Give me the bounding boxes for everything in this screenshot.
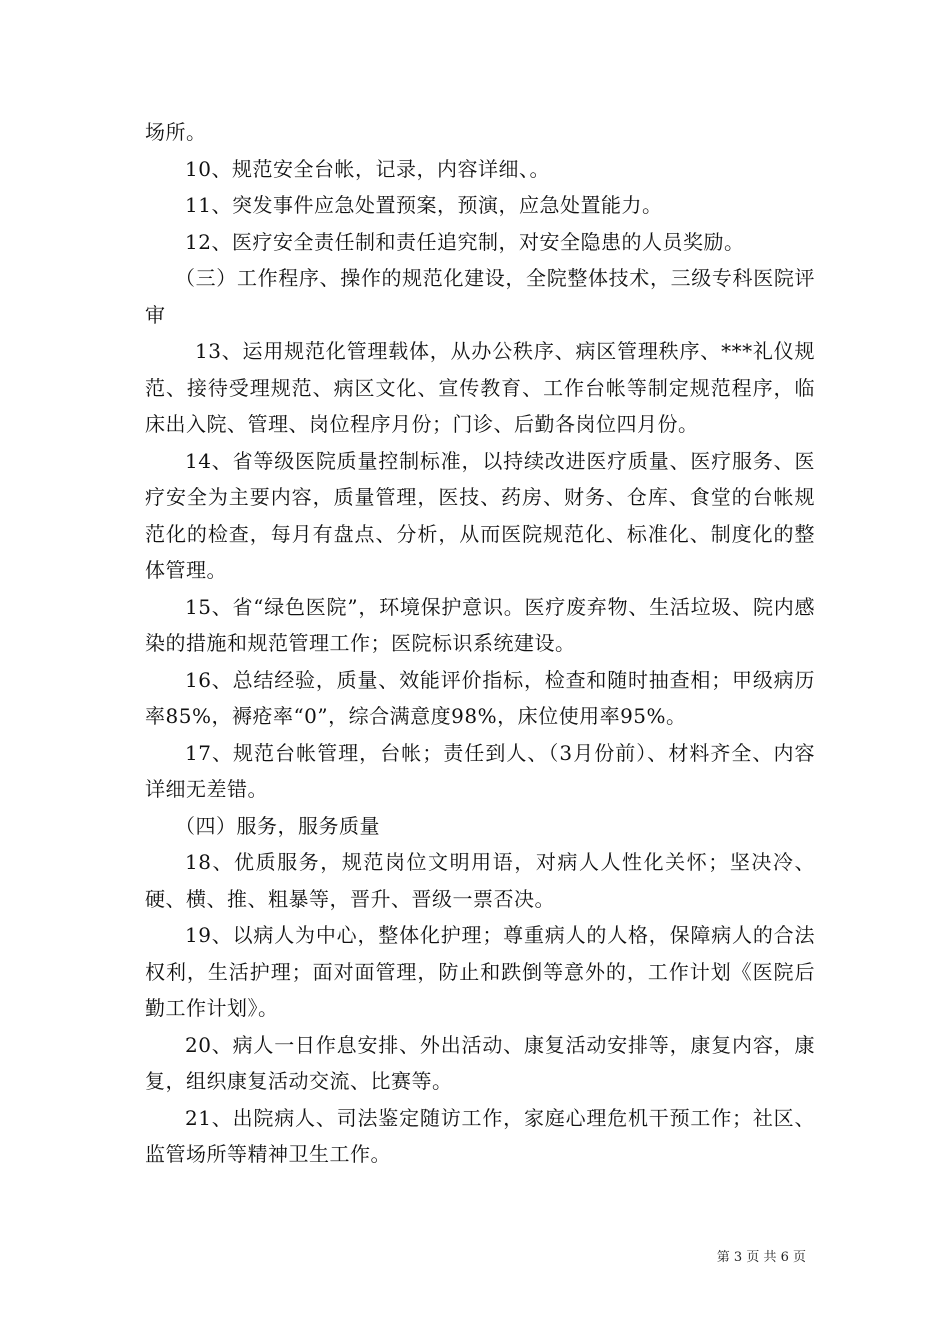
- section-heading-3: （三）工作程序、操作的规范化建设，全院整体技术，三级专科医院评审: [145, 266, 815, 327]
- paragraph-item-16: 16、总结经验，质量、效能评价指标，检查和随时抽查相；甲级病历率85%，褥疮率“0”，综合满意度98%，床位使用率95%。: [145, 667, 815, 728]
- paragraph-item-10: 10、规范安全台帐，记录，内容详细、。: [185, 156, 550, 181]
- paragraph-item-11: 11、突发事件应急处置预案，预演，应急处置能力。: [185, 193, 663, 217]
- paragraph-item-13: 13、运用规范化管理载体，从办公秩序、病区管理秩序、***礼仪规范、接待受理规范、病区文化、宣传教育、工作台帐等制定规范程序，临床出入院、管理、岗位程序月份；门诊、后勤各岗位四月份。: [145, 339, 815, 436]
- page-number: 第 3 页 共 6 页: [716, 1250, 806, 1265]
- document-body: [145, 114, 815, 1173]
- paragraph-item-14: 14、省等级医院质量控制标准，以持续改进医疗质量、医疗服务、医疗安全为主要内容，质量管理，医技、药房、财务、仓库、食堂的台帐规范化的检查，每月有盘点、分析，从而医院规范化、标准化、制度化的整体管理。: [145, 448, 815, 582]
- paragraph-item-17: 17、规范台帐管理，台帐；责任到人、（3月份前）、材料齐全、内容详细无差错。: [145, 740, 815, 801]
- paragraph-item-12: 12、医疗安全责任制和责任追究制，对安全隐患的人员奖励。: [185, 229, 745, 254]
- paragraph-item-21: 21、出院病人、司法鉴定随访工作，家庭心理危机干预工作；社区、监管场所等精神卫生工作。: [145, 1105, 815, 1166]
- paragraph-continuation: 场所。: [145, 120, 207, 144]
- paragraph-item-20: 20、病人一日作息安排、外出活动、康复活动安排等，康复内容，康复，组织康复活动交流、比赛等。: [145, 1032, 815, 1093]
- paragraph-item-15: 15、省“绿色医院”，环境保护意识。医疗废弃物、生活垃圾、院内感染的措施和规范管理工作；医院标识系统建设。: [145, 594, 815, 655]
- section-heading-4: （四）服务，服务质量: [175, 813, 380, 838]
- paragraph-item-19: 19、以病人为中心，整体化护理；尊重病人的人格，保障病人的合法权利，生活护理；面对面管理，防止和跌倒等意外的，工作计划《医院后勤工作计划》。: [145, 923, 815, 1020]
- paragraph-item-18: 18、优质服务，规范岗位文明用语，对病人人性化关怀；坚决冷、硬、横、推、粗暴等，晋升、晋级一票否决。: [145, 850, 815, 911]
